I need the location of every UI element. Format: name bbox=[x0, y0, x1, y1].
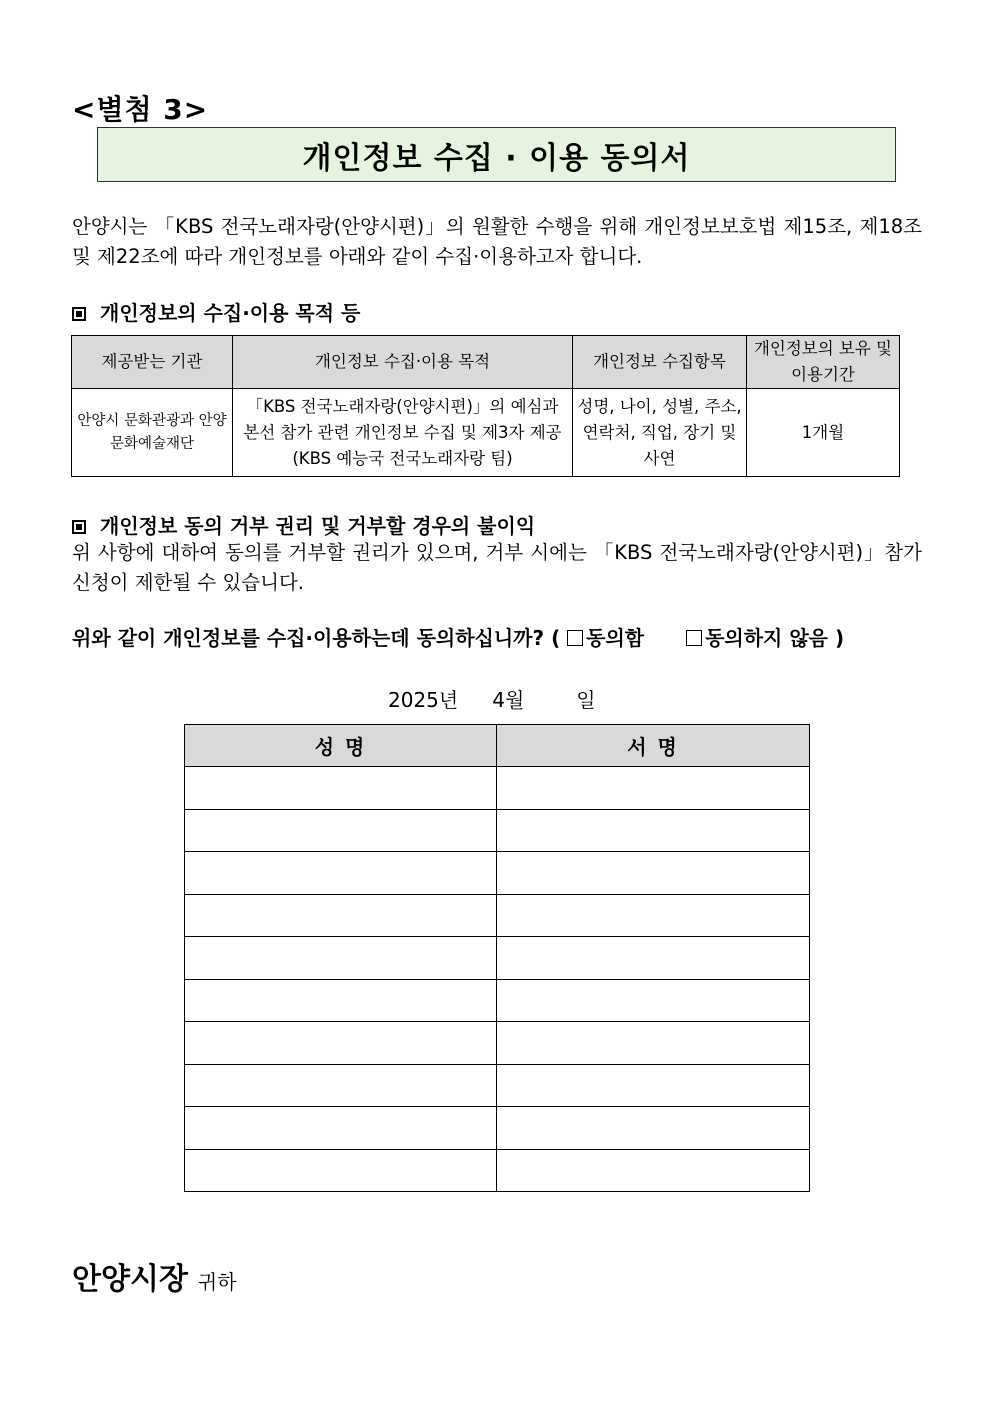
closing bbox=[72, 1254, 237, 1298]
date-month: 4월 bbox=[492, 688, 525, 712]
cell-items: 성명, 나이, 성별, 주소, 연락처, 직업, 장기 및 사연 bbox=[573, 389, 747, 477]
date-day: 일 bbox=[576, 688, 596, 712]
signature-row bbox=[185, 937, 810, 980]
annex-label: <별첨 3> bbox=[72, 93, 209, 126]
name-cell[interactable] bbox=[185, 852, 497, 895]
signature-cell[interactable] bbox=[497, 1107, 810, 1150]
cell-purpose: 「KBS 전국노래자랑(안양시편)」의 예심과 본선 참가 관련 개인정보 수집 및 제3자 제공 (KBS 예능국 전국노래자랑 팀) bbox=[233, 389, 573, 477]
signature-row bbox=[185, 1149, 810, 1192]
agree-label: 동의함 bbox=[586, 626, 645, 650]
signature-cell[interactable] bbox=[497, 852, 810, 895]
closing-addressee: 안양시장 bbox=[72, 1262, 188, 1297]
purpose-table-row bbox=[72, 389, 900, 477]
section2-body: 위 사항에 대하여 동의를 거부할 권리가 있으며, 거부 시에는 「KBS 전국노래자랑(안양시편)」참가 신청이 제한될 수 있습니다. bbox=[72, 541, 922, 594]
signature-row bbox=[185, 852, 810, 895]
open-paren: ( bbox=[551, 626, 561, 650]
signature-cell[interactable] bbox=[497, 937, 810, 980]
section2-heading bbox=[72, 510, 535, 539]
name-cell[interactable] bbox=[185, 809, 497, 852]
name-cell[interactable] bbox=[185, 1064, 497, 1107]
purpose-table bbox=[71, 335, 900, 477]
header-name: 성 명 bbox=[185, 725, 497, 767]
signature-cell[interactable] bbox=[497, 1064, 810, 1107]
header-items: 개인정보 수집항목 bbox=[573, 336, 747, 389]
consent-question bbox=[72, 622, 844, 651]
date-year: 2025년 bbox=[388, 688, 459, 712]
signature-row bbox=[185, 809, 810, 852]
signature-cell[interactable] bbox=[497, 809, 810, 852]
signature-row bbox=[185, 1064, 810, 1107]
purpose-table-header-row bbox=[72, 336, 900, 389]
section1-heading bbox=[72, 297, 360, 326]
name-cell[interactable] bbox=[185, 1149, 497, 1192]
signature-cell[interactable] bbox=[497, 1149, 810, 1192]
name-cell[interactable] bbox=[185, 979, 497, 1022]
cell-recipient: 안양시 문화관광과 안양문화예술재단 bbox=[72, 389, 233, 477]
disagree-checkbox[interactable] bbox=[686, 630, 702, 646]
signature-row bbox=[185, 979, 810, 1022]
close-paren: ) bbox=[834, 626, 845, 650]
header-purpose: 개인정보 수집·이용 목적 bbox=[233, 336, 573, 389]
name-cell[interactable] bbox=[185, 894, 497, 937]
name-cell[interactable] bbox=[185, 937, 497, 980]
agree-option[interactable] bbox=[567, 626, 644, 650]
name-cell[interactable] bbox=[185, 767, 497, 810]
intro-paragraph: 안양시는 「KBS 전국노래자랑(안양시편)」의 원활한 수행을 위해 개인정보보호법 제15조, 제18조 및 제22조에 따라 개인정보를 아래와 같이 수집·이용하고자 합니다. bbox=[72, 215, 922, 268]
disagree-option[interactable] bbox=[686, 626, 828, 650]
signature-table bbox=[184, 724, 810, 1192]
disagree-label: 동의하지 않음 bbox=[705, 626, 828, 650]
name-cell[interactable] bbox=[185, 1107, 497, 1150]
signature-row bbox=[185, 894, 810, 937]
signature-row bbox=[185, 767, 810, 810]
date-line bbox=[388, 684, 596, 713]
signature-row bbox=[185, 1022, 810, 1065]
signature-cell[interactable] bbox=[497, 979, 810, 1022]
closing-suffix: 귀하 bbox=[197, 1270, 237, 1294]
document-title: 개인정보 수집 · 이용 동의서 bbox=[97, 127, 896, 182]
section2-heading-text: 개인정보 동의 거부 권리 및 거부할 경우의 불이익 bbox=[100, 514, 536, 538]
signature-row bbox=[185, 1107, 810, 1150]
cell-period: 1개월 bbox=[747, 389, 900, 477]
header-period: 개인정보의 보유 및 이용기간 bbox=[747, 336, 900, 389]
signature-cell[interactable] bbox=[497, 1022, 810, 1065]
header-recipient: 제공받는 기관 bbox=[72, 336, 233, 389]
signature-cell[interactable] bbox=[497, 894, 810, 937]
section1-heading-text: 개인정보의 수집·이용 목적 등 bbox=[100, 301, 361, 325]
header-signature: 서 명 bbox=[497, 725, 810, 767]
signature-table-header-row bbox=[185, 725, 810, 767]
filled-square-bullet-icon bbox=[72, 307, 86, 321]
filled-square-bullet-icon bbox=[72, 520, 86, 534]
consent-question-text: 위와 같이 개인정보를 수집·이용하는데 동의하십니까? bbox=[72, 626, 545, 650]
agree-checkbox[interactable] bbox=[567, 630, 583, 646]
name-cell[interactable] bbox=[185, 1022, 497, 1065]
signature-cell[interactable] bbox=[497, 767, 810, 810]
